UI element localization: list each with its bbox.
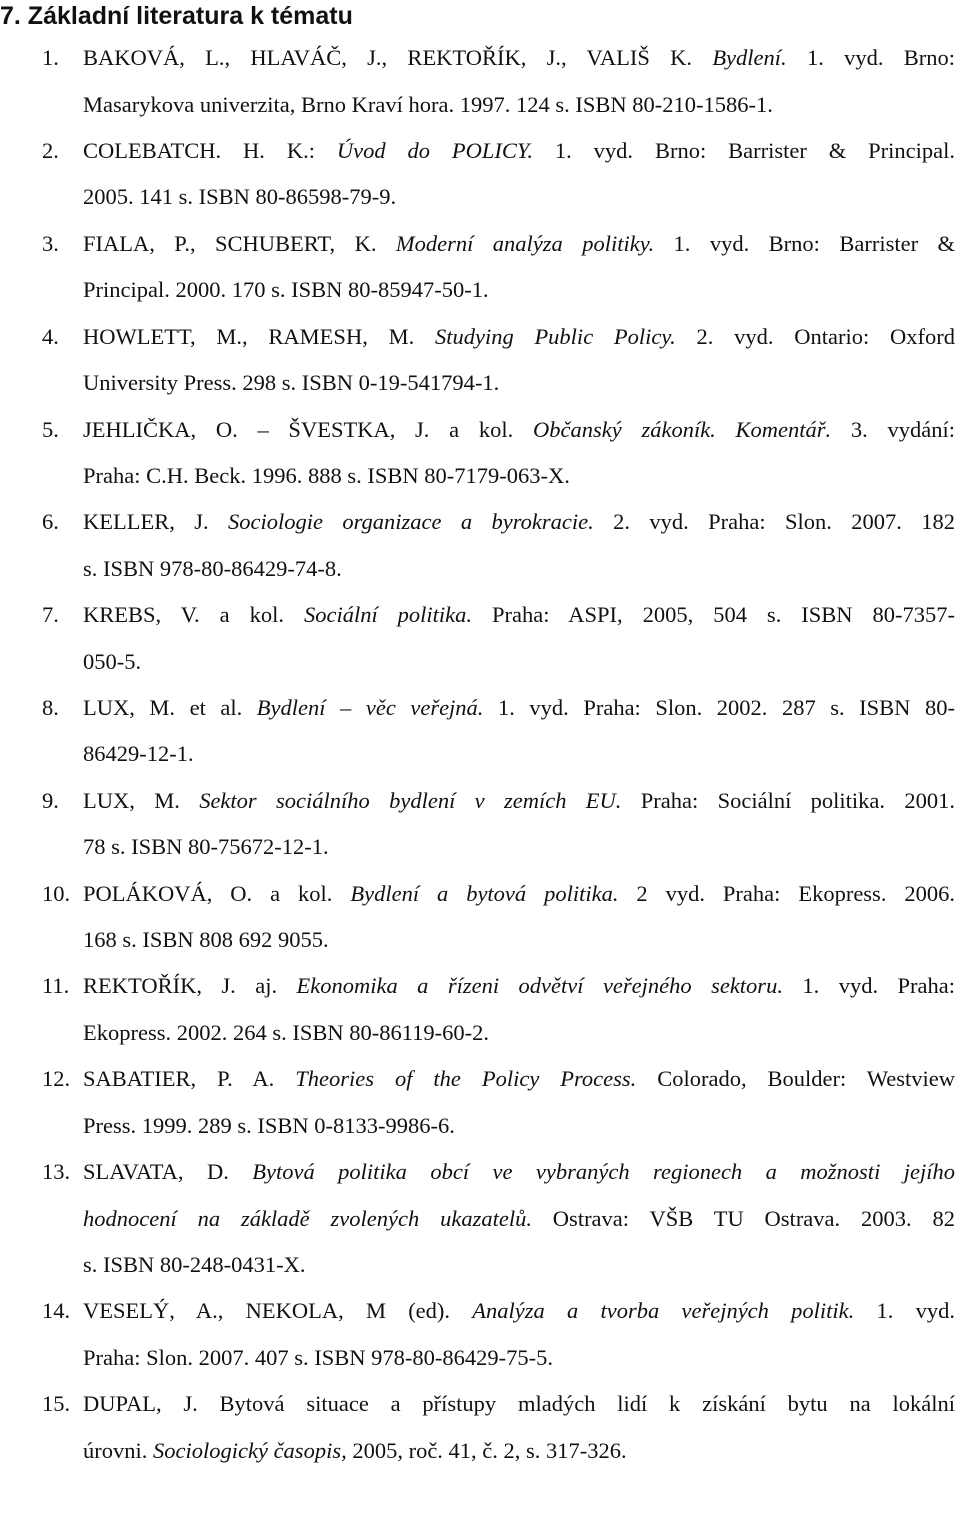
reference-number: 10. (42, 881, 71, 906)
reference-title: Sektor sociálního bydlení v zemích EU. (199, 788, 622, 813)
reference-detail: 2. vyd. Ontario: Oxford (675, 324, 955, 349)
reference-detail: 1. vyd. Praha: (782, 973, 955, 998)
reference-detail: s. ISBN 80-248-0431-X. (83, 1252, 306, 1277)
reference-detail: Principal. 2000. 170 s. ISBN 80-85947-50-1. (83, 277, 489, 302)
reference-text (83, 871, 955, 917)
reference-text (83, 824, 955, 870)
reference-text (83, 917, 955, 963)
reference-number: 1. (42, 45, 59, 70)
reference-title: Sociologie organizace a byrokracie. (228, 509, 594, 534)
reference-detail: 168 s. ISBN 808 692 9055. (83, 927, 329, 952)
reference-detail: JEHLIČKA, O. – ŠVESTKA, J. a kol. (83, 417, 533, 442)
reference-title: Občanský zákoník. Komentář. (533, 417, 832, 442)
reference-title: Ekonomika a řízeni odvětví veřejného sektoru. (296, 973, 783, 998)
reference-title: Theories of the Policy Process. (295, 1066, 637, 1091)
reference-detail: SLAVATA, D. (83, 1159, 253, 1184)
reference-number: 4. (42, 324, 59, 349)
reference-title: hodnocení na základě zvolených ukazatelů. (83, 1206, 532, 1231)
reference-title: Bytová politika obcí ve vybraných regionech a možnosti jejího (252, 1159, 955, 1184)
reference-text (83, 546, 955, 592)
reference-number: 11. (42, 973, 70, 998)
reference-text (83, 128, 955, 174)
reference-detail: 78 s. ISBN 80-75672-12-1. (83, 834, 329, 859)
reference-detail: 3. vydání: (831, 417, 955, 442)
reference-text (83, 35, 955, 81)
reference-text (83, 1242, 955, 1288)
reference-title: Moderní analýza politiky. (395, 231, 655, 256)
reference-detail: VESELÝ, A., NEKOLA, M (ed). (83, 1298, 473, 1323)
reference-text (83, 1381, 955, 1427)
reference-text (83, 1010, 955, 1056)
reference-number: 14. (42, 1298, 71, 1323)
reference-detail: Praha: Sociální politika. 2001. (621, 788, 955, 813)
reference-title: Bydlení a bytová politika. (350, 881, 619, 906)
reference-detail: 1. vyd. (854, 1298, 956, 1323)
reference-detail: BAKOVÁ, L., HLAVÁČ, J., REKTOŘÍK, J., VALIŠ K. (83, 45, 713, 70)
reference-title: Úvod do POLICY. (336, 138, 533, 163)
reference-detail: COLEBATCH. H. K.: (83, 138, 337, 163)
reference-detail: 2 vyd. Praha: Ekopress. 2006. (618, 881, 955, 906)
reference-text (83, 1103, 955, 1149)
reference-detail: 2005, roč. 41, č. 2, s. 317-326. (346, 1438, 627, 1463)
reference-detail: 1. vyd. Brno: Barrister & Principal. (532, 138, 955, 163)
reference-text (83, 731, 955, 777)
reference-title: Sociální politika. (303, 602, 473, 627)
reference-detail: SABATIER, P. A. (83, 1066, 296, 1091)
reference-title: Sociologický časopis, (153, 1438, 347, 1463)
reference-text (83, 778, 955, 824)
reference-number: 12. (42, 1066, 71, 1091)
reference-detail: Colorado, Boulder: Westview (636, 1066, 955, 1091)
reference-detail: DUPAL, J. Bytová situace a přístupy mladých lidí k získání bytu na lokální (83, 1391, 955, 1416)
reference-detail: 1. vyd. Brno: Barrister & (654, 231, 956, 256)
reference-text (83, 1056, 955, 1102)
reference-detail: Praha: ASPI, 2005, 504 s. ISBN 80-7357- (472, 602, 956, 627)
reference-detail: Ekopress. 2002. 264 s. ISBN 80-86119-60-2. (83, 1020, 490, 1045)
reference-text (83, 1196, 955, 1242)
section-title: 7. Základní literatura k tématu (0, 2, 353, 30)
reference-text (83, 407, 955, 453)
reference-number: 7. (42, 602, 59, 627)
reference-title: Analýza a tvorba veřejných politik. (472, 1298, 855, 1323)
reference-detail: s. ISBN 978-80-86429-74-8. (83, 556, 342, 581)
reference-number: 3. (42, 231, 59, 256)
reference-detail: FIALA, P., SCHUBERT, K. (83, 231, 396, 256)
reference-text (83, 221, 955, 267)
reference-text (83, 314, 955, 360)
reference-detail: Praha: C.H. Beck. 1996. 888 s. ISBN 80-7179-063-X. (83, 463, 570, 488)
reference-detail: 2005. 141 s. ISBN 80-86598-79-9. (83, 184, 397, 209)
reference-detail: LUX, M. et al. (83, 695, 257, 720)
reference-text (83, 592, 955, 638)
reference-number: 5. (42, 417, 59, 442)
reference-detail: 1. vyd. Praha: Slon. 2002. 287 s. ISBN 80- (483, 695, 955, 720)
reference-title: Studying Public Policy. (434, 324, 676, 349)
reference-detail: úrovni. (83, 1438, 153, 1463)
reference-text (83, 360, 955, 406)
reference-detail: KELLER, J. (83, 509, 228, 534)
reference-title: Bydlení. (712, 45, 787, 70)
reference-detail: 2. vyd. Praha: Slon. 2007. 182 (593, 509, 955, 534)
reference-detail: 86429-12-1. (83, 741, 194, 766)
reference-text (83, 499, 955, 545)
reference-detail: Masarykova univerzita, Brno Kraví hora. 1997. 124 s. ISBN 80-210-1586-1. (83, 92, 773, 117)
reference-number: 15. (42, 1391, 71, 1416)
reference-text (83, 82, 955, 128)
reference-number: 2. (42, 138, 59, 163)
reference-title: Bydlení – věc veřejná. (256, 695, 484, 720)
reference-text (83, 1428, 955, 1474)
reference-text (83, 685, 955, 731)
reference-text (83, 267, 955, 313)
reference-detail: POLÁKOVÁ, O. a kol. (83, 881, 351, 906)
reference-text (83, 1149, 955, 1195)
reference-detail: Ostrava: VŠB TU Ostrava. 2003. 82 (531, 1206, 955, 1231)
reference-detail: Praha: Slon. 2007. 407 s. ISBN 978-80-86429-75-5. (83, 1345, 553, 1370)
reference-text (83, 1288, 955, 1334)
reference-number: 6. (42, 509, 59, 534)
reference-detail: REKTOŘÍK, J. aj. (83, 973, 297, 998)
reference-detail: Press. 1999. 289 s. ISBN 0-8133-9986-6. (83, 1113, 455, 1138)
reference-detail: HOWLETT, M., RAMESH, M. (83, 324, 435, 349)
reference-detail: LUX, M. (83, 788, 200, 813)
reference-number: 13. (42, 1159, 71, 1184)
reference-number: 9. (42, 788, 59, 813)
reference-number: 8. (42, 695, 59, 720)
reference-text (83, 453, 955, 499)
reference-detail: KREBS, V. a kol. (83, 602, 304, 627)
reference-detail: 050-5. (83, 649, 142, 674)
reference-detail: University Press. 298 s. ISBN 0-19-541794-1. (83, 370, 500, 395)
reference-text (83, 1335, 955, 1381)
reference-text (83, 963, 955, 1009)
reference-text (83, 174, 955, 220)
reference-detail: 1. vyd. Brno: (786, 45, 955, 70)
reference-text (83, 639, 955, 685)
